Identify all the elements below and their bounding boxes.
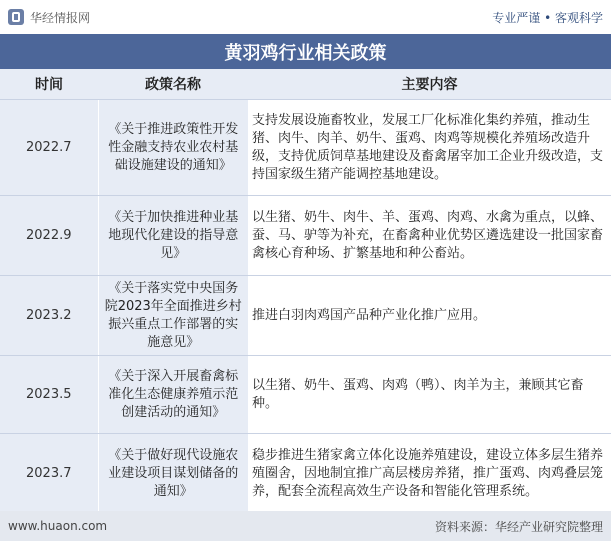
- cell-policy-name: 《关于深入开展畜禽标准化生态健康养殖示范创建活动的通知》: [98, 356, 248, 434]
- cell-time: 2022.9: [0, 196, 98, 276]
- cell-content: 稳步推进生猪家禽立体化设施养殖建设，建设立体多层生猪养殖圈舍，因地制宜推广高层楼房养猪，推广蛋鸡、肉鸡叠层笼养，配套全流程高效生产设备和智能化管理系统。: [248, 434, 611, 514]
- table-header-row: [0, 69, 611, 100]
- policy-table: [0, 69, 611, 514]
- page-title: 黄羽鸡行业相关政策: [0, 34, 611, 69]
- brand-name: 华经情报网: [30, 10, 91, 25]
- column-header-time: 时间: [0, 69, 98, 100]
- cell-content: 以生猪、奶牛、蛋鸡、肉鸡（鸭）、肉羊为主，兼顾其它畜种。: [248, 356, 611, 434]
- footer: [0, 511, 611, 541]
- cell-time: 2023.7: [0, 434, 98, 514]
- cell-policy-name: 《关于加快推进种业基地现代化建设的指导意见》: [98, 196, 248, 276]
- table-row: [0, 276, 611, 356]
- table-row: [0, 356, 611, 434]
- cell-content: 以生猪、奶牛、肉牛、羊、蛋鸡、肉鸡、水禽为重点，以蜂、蚕、马、驴等为补充，在畜禽种业优势区遴选建设一批国家畜禽核心育种场、扩繁基地和种公畜站。: [248, 196, 611, 276]
- cell-policy-name: 《关于落实党中央国务院2023年全面推进乡村振兴重点工作部署的实施意见》: [98, 276, 248, 356]
- table-row: [0, 196, 611, 276]
- cell-content: 推进白羽肉鸡国产品种产业化推广应用。: [248, 276, 611, 356]
- column-header-content: 主要内容: [248, 69, 611, 100]
- footer-website[interactable]: www.huaon.com: [8, 519, 108, 533]
- slogan: 专业严谨 • 客观科学: [492, 10, 603, 25]
- table-row: [0, 434, 611, 514]
- footer-source: 资料来源：华经产业研究院整理: [434, 519, 603, 534]
- top-bar: [0, 0, 611, 34]
- table-row: [0, 100, 611, 196]
- cell-time: 2022.7: [0, 100, 98, 196]
- cell-time: 2023.5: [0, 356, 98, 434]
- cell-content: 支持发展设施畜牧业，发展工厂化标准化集约养殖，推动生猪、肉牛、肉羊、奶牛、蛋鸡、肉鸡等规模化养殖场改造升级，支持优质饲草基地建设及畜禽屠宰加工企业升级改造，支持国家级生猪产能调控基地建设。: [248, 100, 611, 196]
- cell-policy-name: 《关于做好现代设施农业建设项目谋划储备的通知》: [98, 434, 248, 514]
- column-header-policy-name: 政策名称: [98, 69, 248, 100]
- cell-time: 2023.2: [0, 276, 98, 356]
- cell-policy-name: 《关于推进政策性开发性金融支持农业农村基础设施建设的通知》: [98, 100, 248, 196]
- brand[interactable]: [8, 9, 90, 26]
- brand-logo-icon: [8, 9, 24, 25]
